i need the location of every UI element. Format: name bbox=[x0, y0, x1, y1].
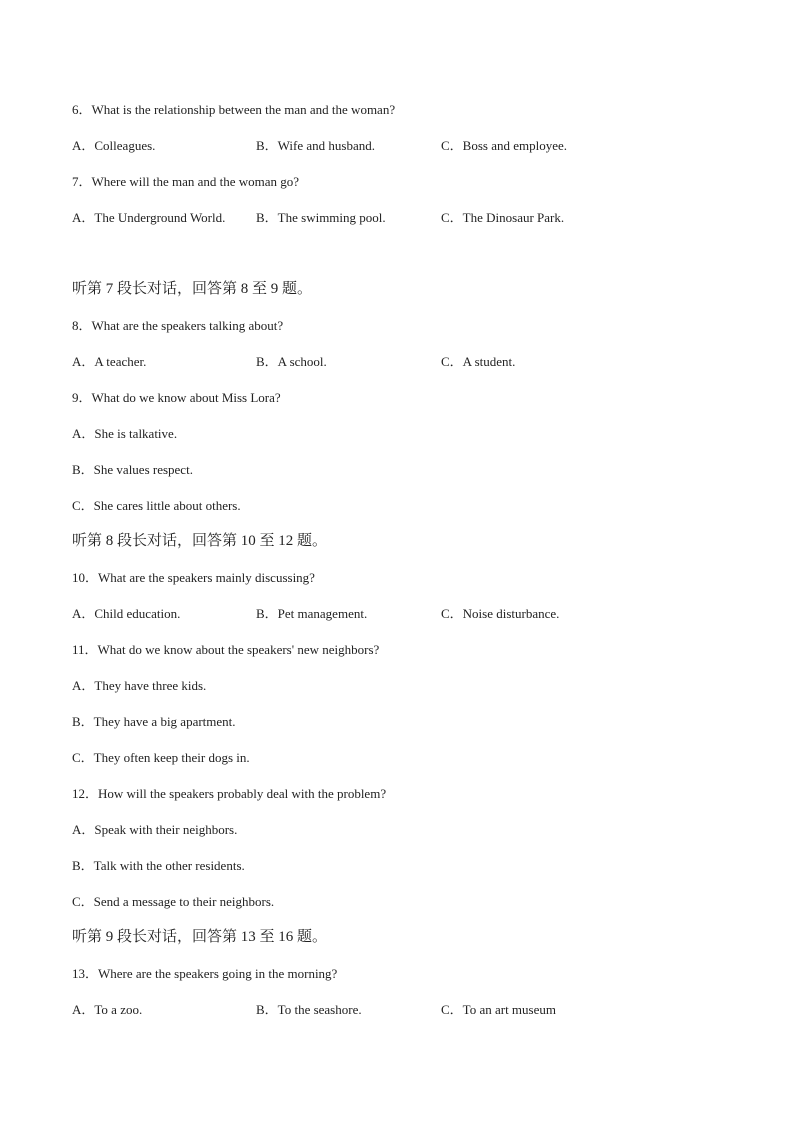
question-10-options bbox=[72, 606, 722, 622]
question-11-option-b: B．They have a big apartment. bbox=[72, 714, 236, 729]
question-12-option-a: A．Speak with their neighbors. bbox=[72, 822, 238, 837]
question-12-stem: 12．How will the speakers probably deal with the problem? bbox=[72, 786, 387, 801]
question-6-options bbox=[72, 138, 722, 154]
option-c: C．Boss and employee. bbox=[441, 138, 568, 153]
question-9-stem: 9．What do we know about Miss Lora? bbox=[72, 390, 281, 405]
section-heading-9: 听第 9 段长对话，回答第 13 至 16 题。 bbox=[72, 929, 328, 945]
section-heading-8: 听第 8 段长对话，回答第 10 至 12 题。 bbox=[72, 533, 328, 549]
question-9-option-c: C．She cares little about others. bbox=[72, 498, 241, 513]
question-8-options bbox=[72, 354, 722, 370]
option-a: A．The Underground World. bbox=[72, 210, 226, 225]
option-b: B．Wife and husband. bbox=[256, 138, 375, 153]
question-7-stem: 7．Where will the man and the woman go? bbox=[72, 174, 300, 189]
question-12-option-c: C．Send a message to their neighbors. bbox=[72, 894, 275, 909]
question-6-stem: 6．What is the relationship between the man and the woman? bbox=[72, 102, 396, 117]
question-11-stem: 11．What do we know about the speakers' new neighbors? bbox=[72, 642, 380, 657]
option-b: B．The swimming pool. bbox=[256, 210, 386, 225]
question-8-stem: 8．What are the speakers talking about? bbox=[72, 318, 284, 333]
question-11-option-a: A．They have three kids. bbox=[72, 678, 207, 693]
option-b: B．Pet management. bbox=[256, 606, 368, 621]
question-13-stem: 13．Where are the speakers going in the morning? bbox=[72, 966, 338, 981]
question-10-stem: 10．What are the speakers mainly discussing? bbox=[72, 570, 315, 585]
option-a: A．Child education. bbox=[72, 606, 181, 621]
option-a: A．A teacher. bbox=[72, 354, 147, 369]
option-c: C．Noise disturbance. bbox=[441, 606, 560, 621]
question-9-option-b: B．She values respect. bbox=[72, 462, 193, 477]
question-11-option-c: C．They often keep their dogs in. bbox=[72, 750, 250, 765]
section-heading-7: 听第 7 段长对话，回答第 8 至 9 题。 bbox=[72, 281, 313, 297]
option-c: C．The Dinosaur Park. bbox=[441, 210, 565, 225]
question-13-options bbox=[72, 1002, 722, 1018]
option-a: A．To a zoo. bbox=[72, 1002, 143, 1017]
option-a: A．Colleagues. bbox=[72, 138, 156, 153]
option-b: B．To the seashore. bbox=[256, 1002, 362, 1017]
option-c: C．A student. bbox=[441, 354, 516, 369]
question-7-options bbox=[72, 210, 722, 226]
question-9-option-a: A．She is talkative. bbox=[72, 426, 178, 441]
option-b: B．A school. bbox=[256, 354, 327, 369]
option-c: C．To an art museum bbox=[441, 1002, 556, 1017]
question-12-option-b: B．Talk with the other residents. bbox=[72, 858, 245, 873]
